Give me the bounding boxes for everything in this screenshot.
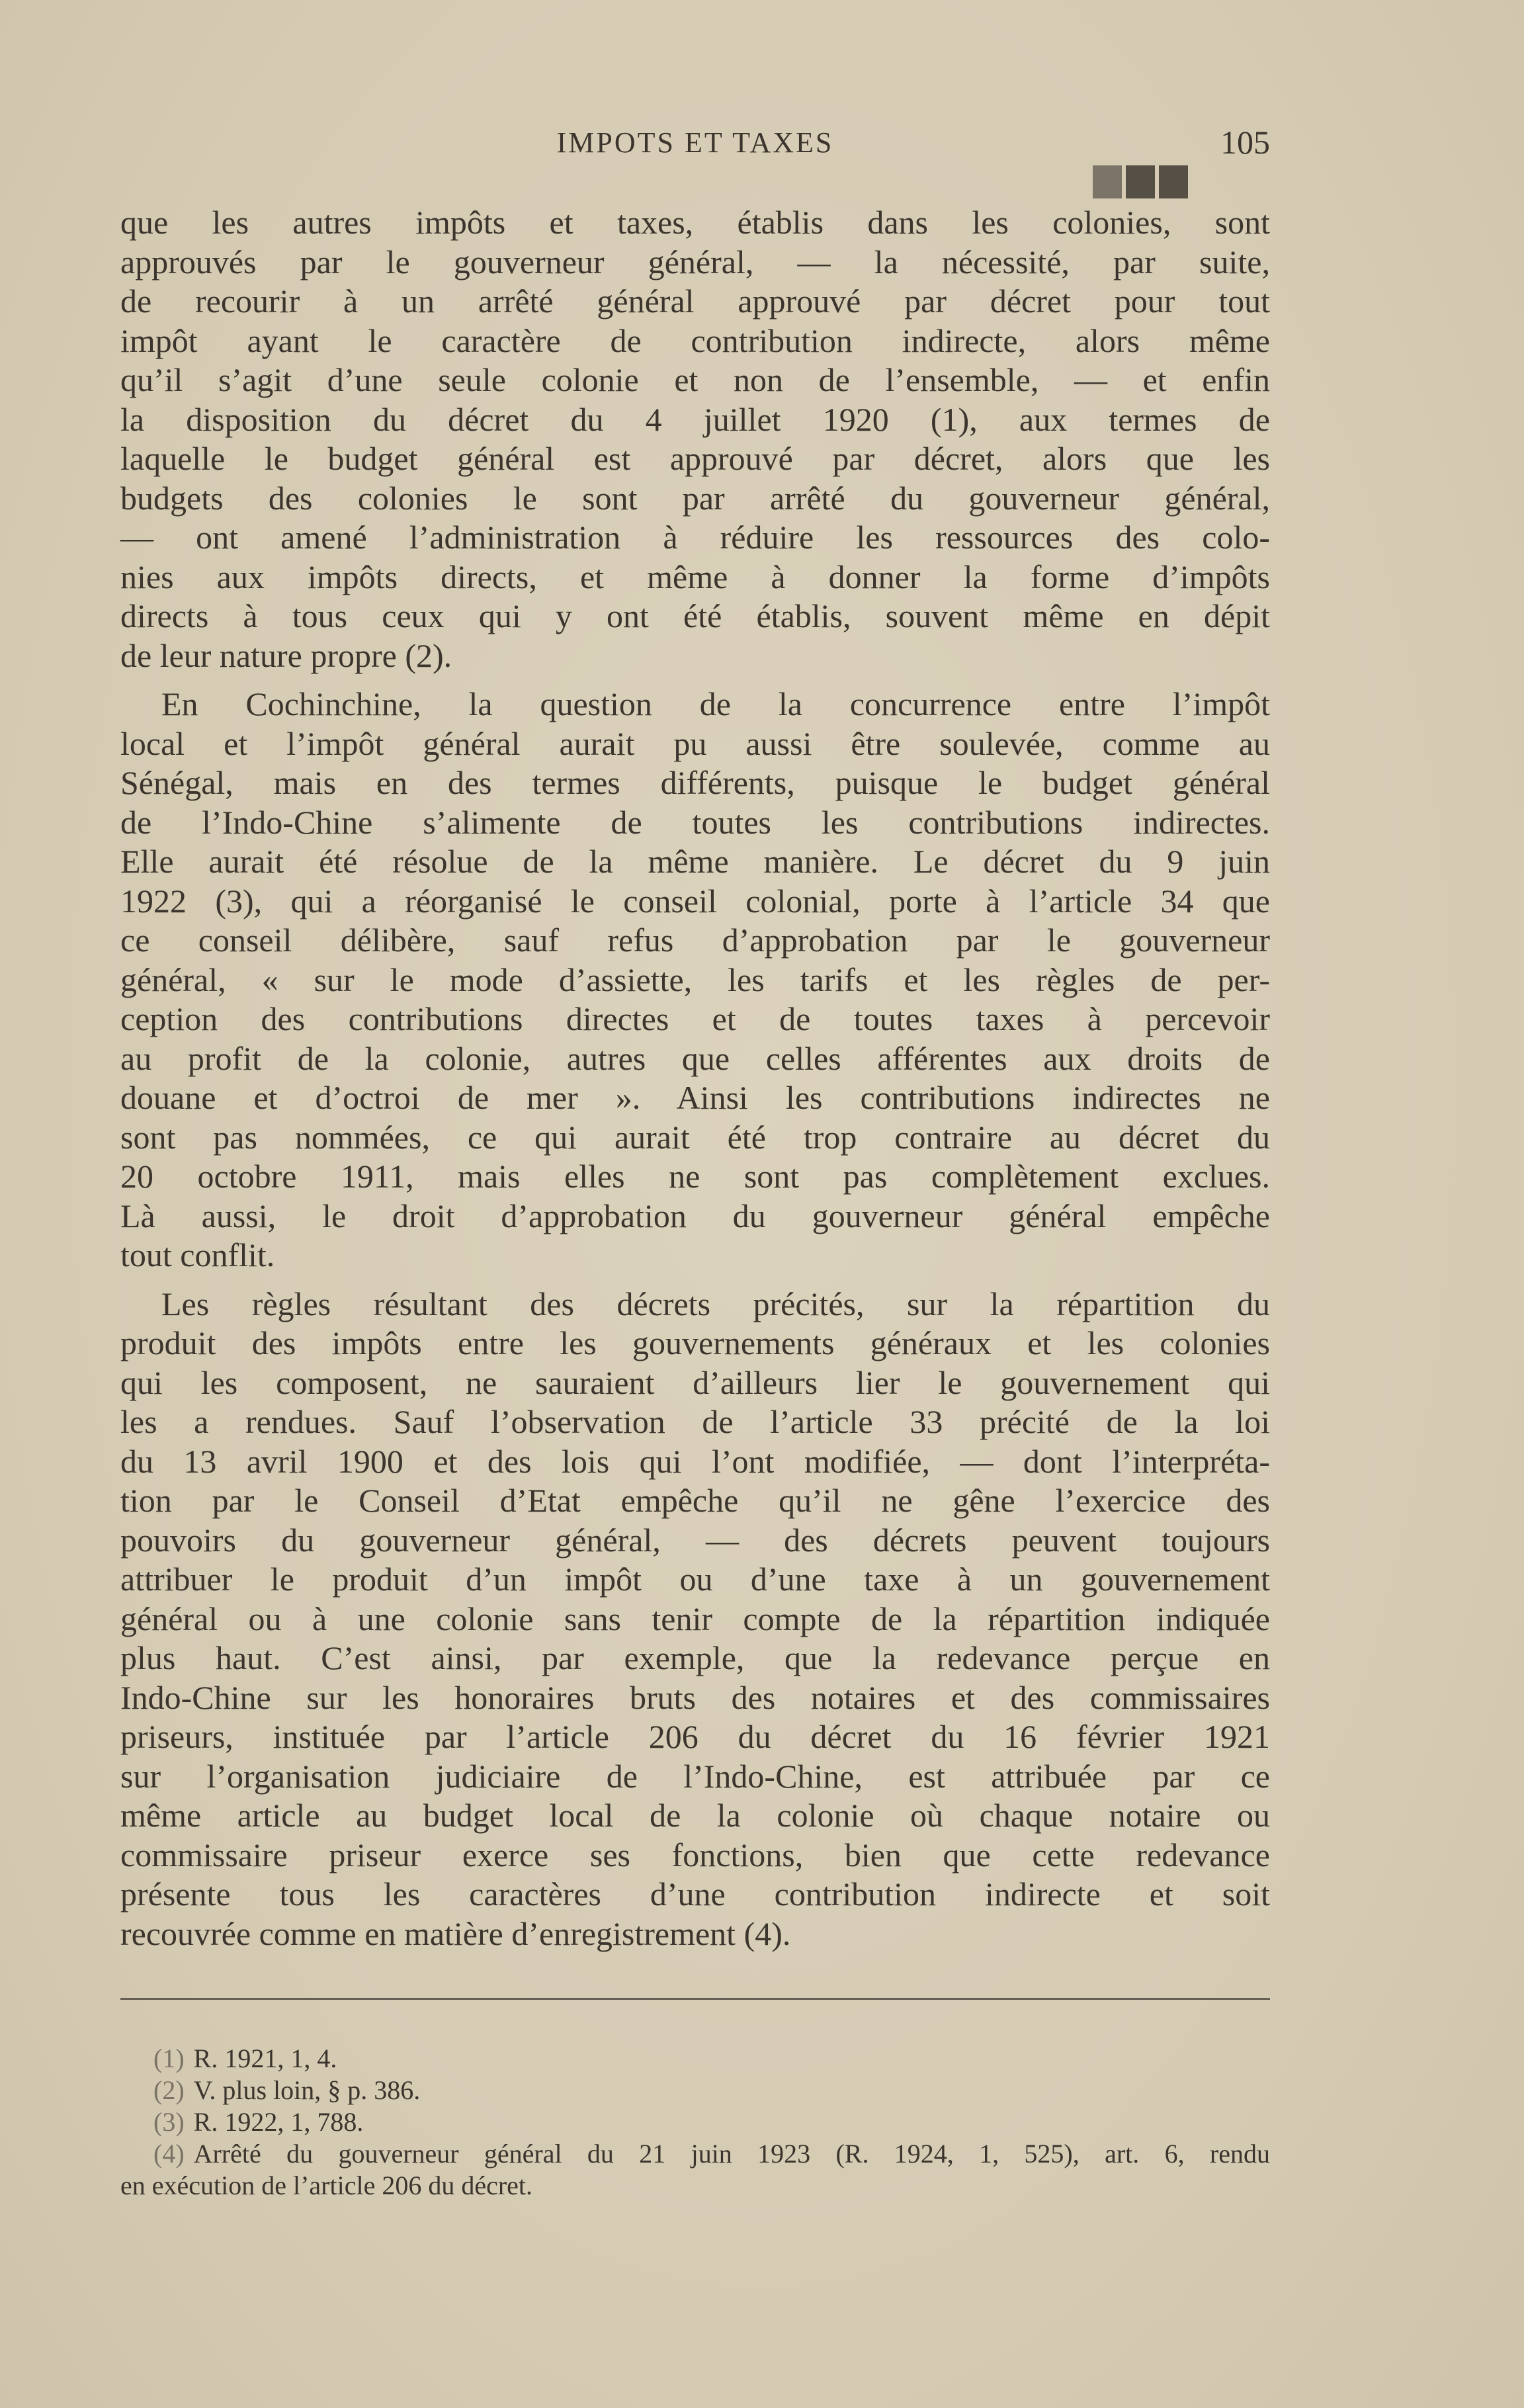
text-line: budgets des colonies le sont par arrêté du gouverneur général, (120, 479, 1270, 517)
text-line: sont pas nommées, ce qui aurait été trop contraire au décret du (120, 1118, 1270, 1156)
text-line: de l’Indo-Chine s’alimente de toutes les contributions indirectes. (120, 803, 1270, 841)
text-line: sur l’organisation judiciaire de l’Indo-Chine, est attribuée par ce (120, 1757, 1270, 1795)
paragraph (120, 1285, 1270, 1954)
text-line: de leur nature propre (2). (120, 636, 452, 674)
footnote (120, 2043, 1270, 2075)
footnote-number: (4) (153, 2139, 185, 2169)
paragraph (120, 203, 1270, 675)
text-line: douane et d’octroi de mer ». Ainsi les contributions indirectes ne (120, 1079, 1270, 1116)
paragraph (120, 685, 1270, 1275)
text-line: du 13 avril 1900 et des lois qui l’ont modifiée, — dont l’interpréta- (120, 1442, 1270, 1480)
text-line: tout conflit. (120, 1236, 275, 1273)
text-line: produit des impôts entre les gouvernements généraux et les colonies (120, 1324, 1270, 1361)
text-line: nies aux impôts directs, et même à donner la forme d’impôts (120, 558, 1270, 595)
text-line: approuvés par le gouverneur général, — la nécessité, par suite, (120, 243, 1270, 280)
text-line: Elle aurait été résolue de la même manière. Le décret du 9 juin (120, 843, 1270, 880)
footnote (120, 2075, 1270, 2106)
text-line: qui les composent, ne sauraient d’ailleurs lier le gouvernement qui (120, 1363, 1270, 1401)
text-line: même article au budget local de la colonie où chaque notaire ou (120, 1797, 1270, 1834)
body-text (120, 203, 1270, 1954)
footnote-text: R. 1922, 1, 788. (193, 2107, 364, 2137)
text-line: 1922 (3), qui a réorganisé le conseil colonial, porte à l’article 34 que (120, 882, 1270, 920)
text-line: Indo-Chine sur les honoraires bruts des notaires et des commissaires (120, 1678, 1270, 1716)
text-line: — ont amené l’administration à réduire les ressources des colo- (120, 519, 1270, 556)
text-line: général ou à une colonie sans tenir compte de la répartition indiquée (120, 1600, 1270, 1637)
footnote-continuation: en exécution de l’article 206 du décret. (120, 2171, 533, 2200)
footnote-separator (120, 1998, 1270, 2000)
text-line: général, « sur le mode d’assiette, les tarifs et les règles de per- (120, 961, 1270, 998)
text-line: priseurs, instituée par l’article 206 du décret du 16 février 1921 (120, 1718, 1270, 1755)
text-line: au profit de la colonie, autres que celles afférentes aux droits de (120, 1039, 1270, 1077)
text-line: ce conseil délibère, sauf refus d’approbation par le gouverneur (120, 922, 1270, 959)
printer-ornament-icon (1093, 165, 1188, 198)
text-line: que les autres impôts et taxes, établis dans les colonies, sont (120, 204, 1270, 241)
text-line: plus haut. C’est ainsi, par exemple, que la redevance perçue en (120, 1639, 1270, 1676)
text-line: local et l’impôt général aurait pu aussi être soulevée, comme au (120, 724, 1270, 762)
text-line: ception des contributions directes et de toutes taxes à percevoir (120, 1000, 1270, 1037)
text-line: Là aussi, le droit d’approbation du gouverneur général empêche (120, 1197, 1270, 1234)
text-line: présente tous les caractères d’une contribution indirecte et soit (120, 1875, 1270, 1913)
footnotes (120, 2043, 1270, 2202)
footnote-text: Arrêté du gouverneur général du 21 juin 1923 (R. 1924, 1, 525), art. 6, rendu (193, 2139, 1270, 2169)
footnote (120, 2106, 1270, 2138)
text-line: En Cochinchine, la question de la concurrence entre l’impôt (161, 685, 1270, 722)
footnote-text: V. plus loin, § p. 386. (193, 2075, 421, 2105)
text-line: laquelle le budget général est approuvé par décret, alors que les (120, 440, 1270, 477)
text-line: les a rendues. Sauf l’observation de l’article 33 précité de la loi (120, 1403, 1270, 1440)
text-line: qu’il s’agit d’une seule colonie et non de l’ensemble, — et enfin (120, 361, 1270, 398)
text-line: pouvoirs du gouverneur général, — des décrets peuvent toujours (120, 1521, 1270, 1559)
text-line: 20 octobre 1911, mais elles ne sont pas complètement exclues. (120, 1158, 1270, 1195)
footnote-number: (1) (153, 2043, 185, 2073)
text-line: Sénégal, mais en des termes différents, puisque le budget général (120, 764, 1270, 801)
footnote-text: R. 1921, 1, 4. (193, 2043, 337, 2073)
text-line: tion par le Conseil d’Etat empêche qu’il ne gêne l’exercice des (120, 1482, 1270, 1519)
footnote (120, 2138, 1270, 2170)
text-line: impôt ayant le caractère de contribution indirecte, alors même (120, 322, 1270, 359)
text-line: la disposition du décret du 4 juillet 1920 (1), aux termes de (120, 400, 1270, 438)
text-line: attribuer le produit d’un impôt ou d’une taxe à un gouvernement (120, 1561, 1270, 1598)
running-title: IMPOTS ET TAXES (556, 126, 834, 159)
footnote-number: (2) (153, 2075, 185, 2105)
text-line: recouvrée comme en matière d’enregistrement (4). (120, 1914, 791, 1952)
text-line: de recourir à un arrêté général approuvé par décret pour tout (120, 282, 1270, 320)
page-number: 105 (1220, 124, 1270, 161)
text-line: Les règles résultant des décrets précités, sur la répartition du (161, 1285, 1270, 1322)
text-line: directs à tous ceux qui y ont été établis, souvent même en dépit (120, 597, 1270, 634)
text-line: commissaire priseur exerce ses fonctions, bien que cette redevance (120, 1836, 1270, 1873)
page-header (120, 126, 1270, 165)
footnote-number: (3) (153, 2107, 185, 2137)
